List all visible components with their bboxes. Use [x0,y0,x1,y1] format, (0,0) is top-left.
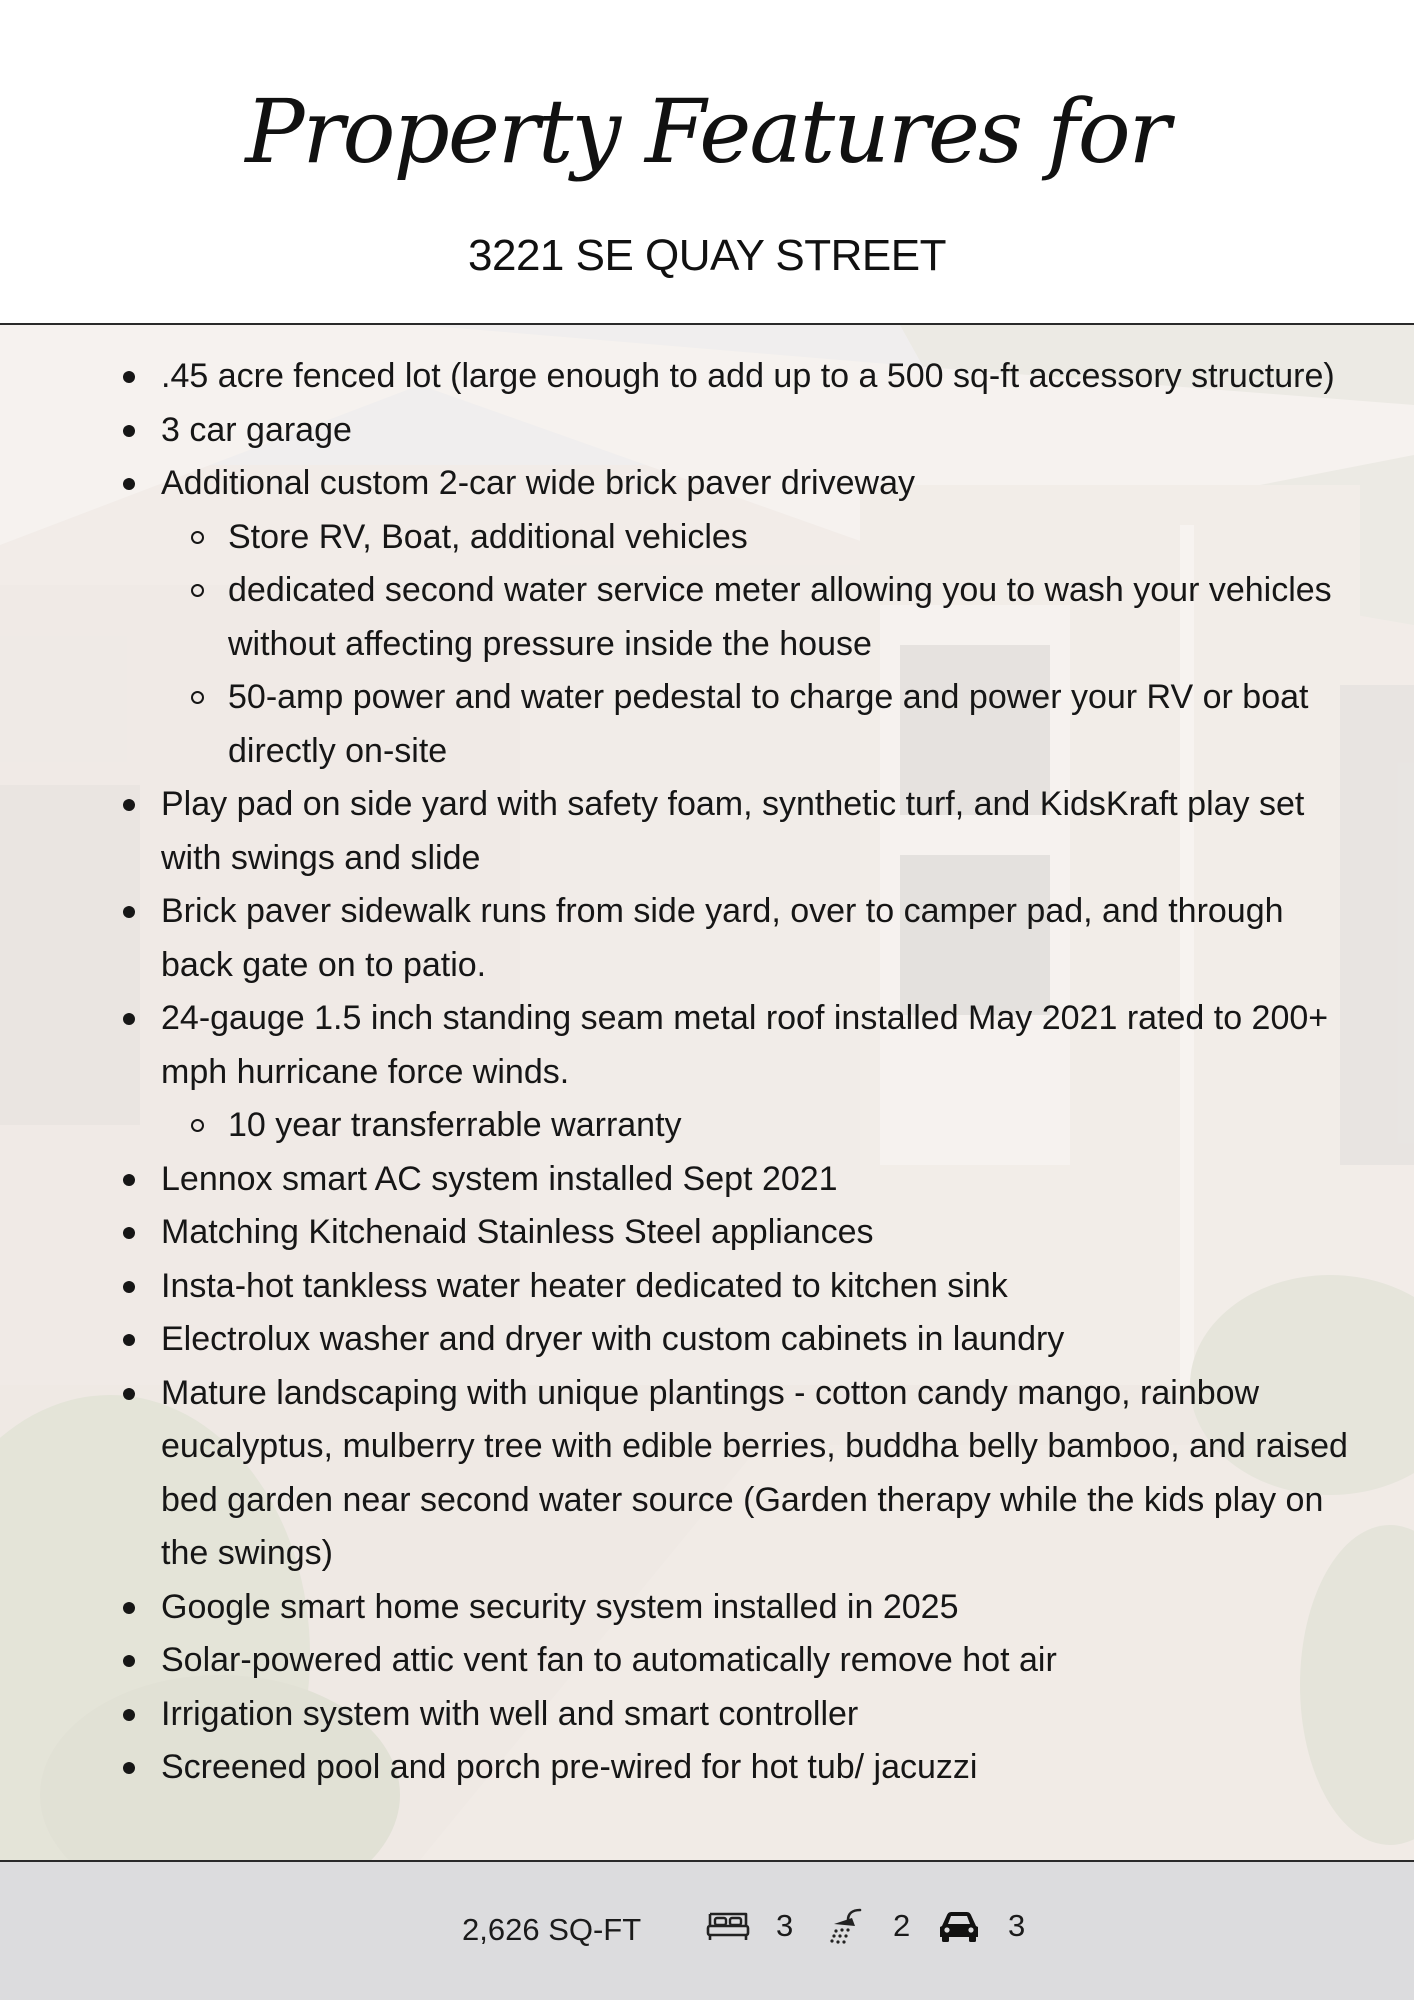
page-header [0,0,1414,325]
feature-item [161,1688,1414,1742]
feature-item [161,1367,1414,1581]
feature-item [161,992,1414,1153]
feature-text: Brick paver sidewalk runs from side yard, over to camper pad, and through back gate on to patio. [161,892,1284,984]
feature-text: Screened pool and porch pre-wired for hot tub/ jacuzzi [161,1748,978,1786]
car-icon [936,1906,982,1946]
garage-count: 3 [1008,1908,1026,1943]
page-title: Property Features for [245,80,1169,183]
feature-text: 3 car garage [161,410,352,449]
feature-item [161,1153,1414,1207]
feature-text: Irrigation system with well and smart controller [161,1694,859,1733]
feature-item [161,1581,1414,1635]
feature-subitem: Store RV, Boat, additional vehicles [228,511,1364,565]
feature-item [161,1741,1414,1795]
bathroom-count: 2 [893,1908,911,1943]
stats-bar [0,1860,1414,2000]
feature-item [161,457,1414,778]
feature-text: Solar-powered attic vent fan to automatically remove hot air [161,1641,1057,1679]
feature-text: 24-gauge 1.5 inch standing seam metal roof installed May 2021 rated to 200+ mph hurricane force winds. [161,999,1329,1091]
feature-text: Mature landscaping with unique plantings - cotton candy mango, rainbow eucalyptus, mulberry tree with edible berries, buddha belly bamboo, and raised bed garden near second water source (Garden therapy while the kids play on the swings) [161,1373,1348,1572]
feature-item [161,885,1414,992]
feature-text: Additional custom 2-car wide brick paver driveway [161,464,915,502]
feature-text: Matching Kitchenaid Stainless Steel appliances [161,1213,874,1251]
feature-item [161,404,1414,458]
feature-text: Electrolux washer and dryer with custom cabinets in laundry [161,1320,1065,1358]
feature-item [161,350,1414,404]
feature-list [0,350,1414,1795]
feature-item [161,1260,1414,1314]
feature-text: Insta-hot tankless water heater dedicated to kitchen sink [161,1266,1008,1305]
features-panel [0,325,1414,1860]
square-footage: 2,626 SQ-FT [462,1912,642,1947]
feature-item [161,778,1414,885]
feature-text: Lennox smart AC system installed Sept 2021 [161,1159,838,1198]
feature-item [161,1313,1414,1367]
feature-sublist [161,1099,1364,1153]
property-address: 3221 SE QUAY STREET [468,231,946,280]
feature-item [161,1206,1414,1260]
feature-subitem: dedicated second water service meter allowing you to wash your vehicles without affecting pressure inside the house [228,564,1364,671]
feature-text: Google smart home security system installed in 2025 [161,1587,959,1626]
bedroom-count: 3 [776,1908,794,1943]
feature-subitem: 10 year transferrable warranty [228,1099,1364,1153]
bed-icon [705,1906,751,1946]
feature-text: .45 acre fenced lot (large enough to add up to a 500 sq-ft accessory structure) [161,357,1335,395]
feature-sublist [161,511,1364,779]
feature-text: Play pad on side yard with safety foam, synthetic turf, and KidsKraft play set with swings and slide [161,785,1305,877]
feature-item [161,1634,1414,1688]
feature-subitem: 50-amp power and water pedestal to charge and power your RV or boat directly on-site [228,671,1364,778]
shower-icon [822,1906,868,1946]
